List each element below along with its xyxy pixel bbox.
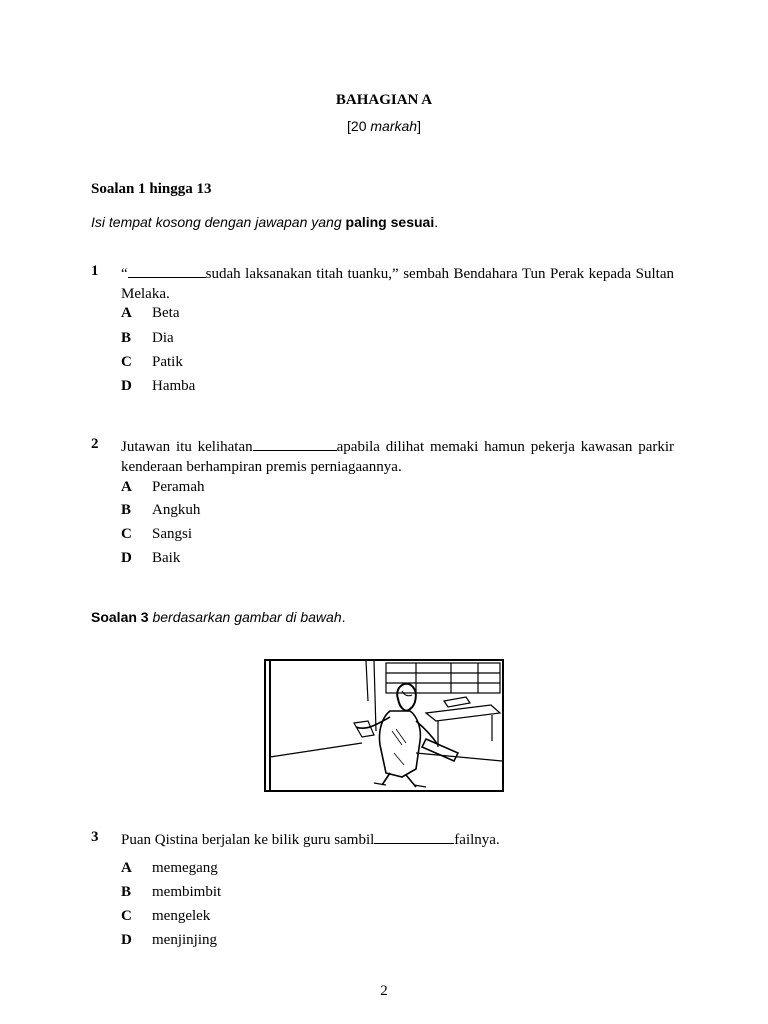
instruction-bold: paling sesuai	[345, 214, 435, 230]
option-letter: D	[121, 550, 132, 566]
option-text: menjinjing	[152, 932, 217, 948]
marks-word: markah	[370, 118, 418, 134]
instruction-italic: Isi tempat kosong dengan jawapan yang	[91, 214, 346, 230]
option-text: mengelek	[152, 908, 211, 924]
instruction-end: .	[434, 214, 439, 230]
option-text: Peramah	[152, 479, 205, 495]
answer-blank	[128, 263, 206, 278]
picture-instruction-italic: berdasarkan gambar di bawah	[148, 609, 342, 625]
option-letter: D	[121, 378, 132, 394]
marks-close: ]	[417, 118, 421, 134]
question-3-number: 3	[91, 829, 99, 845]
teacher-walking-illustration	[266, 661, 502, 790]
marks-label	[0, 118, 768, 134]
option-letter: C	[121, 526, 132, 542]
option-letter: A	[121, 305, 132, 321]
option-letter: C	[121, 908, 132, 924]
question-1-number: 1	[91, 263, 99, 279]
option-letter: C	[121, 354, 132, 370]
option-letter: D	[121, 932, 132, 948]
question-2-text-after: apabila dilihat memaki hamun pekerja kawasan parkir kenderaan berhampiran premis perniagaannya.	[121, 439, 675, 475]
option-letter: B	[121, 884, 132, 900]
option-text: Sangsi	[152, 526, 193, 542]
option-text: Beta	[152, 305, 180, 321]
question-range-title: Soalan 1 hingga 13	[91, 181, 212, 197]
question-3-text-before: Puan Qistina berjalan ke bilik guru sambil	[121, 832, 375, 848]
option-text: Angkuh	[152, 502, 201, 518]
option-text: Hamba	[152, 378, 196, 394]
option-text: membimbit	[152, 884, 222, 900]
answer-blank	[374, 829, 454, 844]
question-2-text	[121, 436, 674, 477]
question-3-illustration	[264, 659, 504, 792]
option-letter: B	[121, 330, 132, 346]
section-heading: BAHAGIAN A	[335, 92, 433, 108]
marks-open: [20	[347, 118, 371, 134]
question-1-text	[121, 263, 674, 304]
option-text: memegang	[152, 860, 218, 876]
instruction-text	[91, 214, 438, 230]
picture-instruction	[91, 609, 346, 625]
question-3-text-after: failnya.	[454, 832, 500, 848]
question-3-text	[121, 829, 674, 850]
picture-instruction-end: .	[341, 609, 346, 625]
question-2-number: 2	[91, 436, 99, 452]
option-text: Dia	[152, 330, 174, 346]
question-2-text-before: Jutawan itu kelihatan	[121, 439, 253, 455]
page-number: 2	[380, 983, 388, 999]
option-letter: A	[121, 479, 132, 495]
question-1-text-after: sudah laksanakan titah tuanku,” sembah Bendahara Tun Perak kepada Sultan Melaka.	[121, 266, 674, 302]
option-text: Baik	[152, 550, 181, 566]
answer-blank	[253, 436, 337, 451]
option-letter: B	[121, 502, 132, 518]
picture-instruction-bold: Soalan 3	[91, 609, 149, 625]
option-letter: A	[121, 860, 132, 876]
option-text: Patik	[152, 354, 183, 370]
question-1-text-before: “	[121, 266, 128, 282]
